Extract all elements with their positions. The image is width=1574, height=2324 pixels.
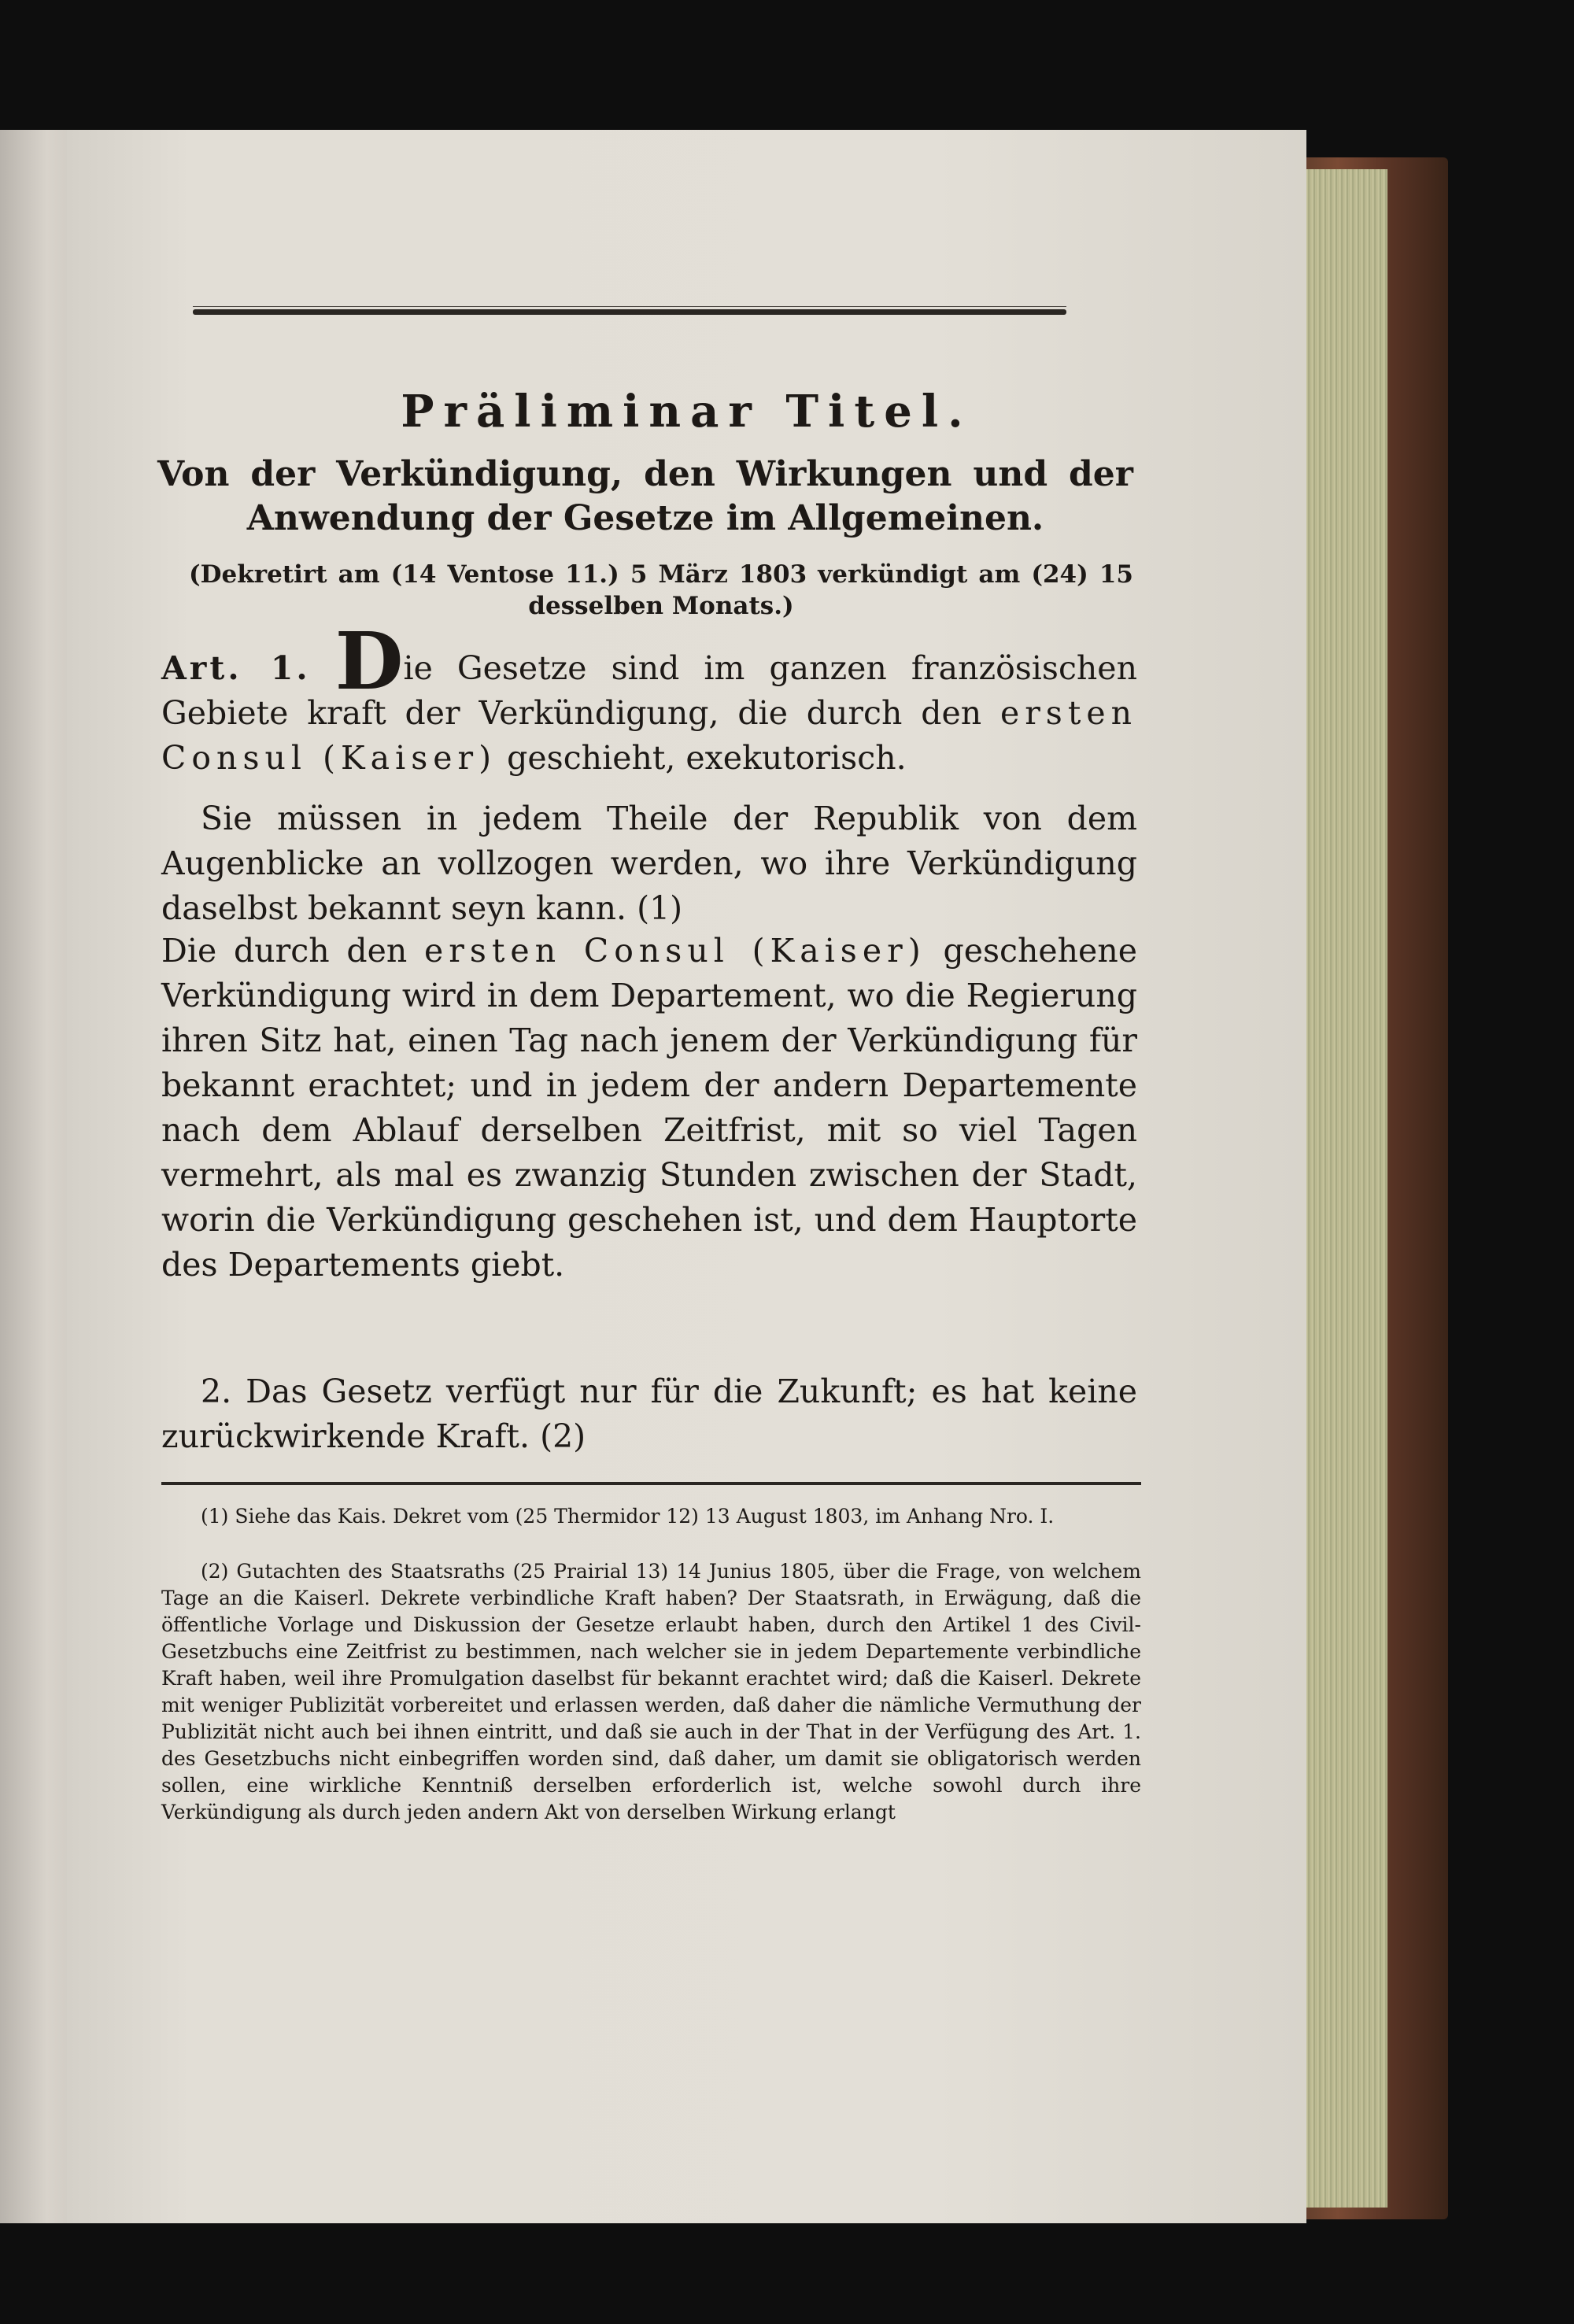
- article-1-text-a: ie Gesetze sind im ganzen französischen Gebiete kraft der Verkündigung, die durch den: [161, 649, 1137, 732]
- header-rule: [193, 309, 1066, 315]
- drop-cap: D: [334, 615, 404, 708]
- article-label: Art. 1.: [161, 649, 311, 687]
- footnote-rule: [161, 1482, 1141, 1485]
- book-page: [67, 130, 1306, 2223]
- article-1-spaced-text: ersten Consul (Kaiser): [161, 694, 1137, 777]
- page-title: Präliminar Titel.: [401, 386, 973, 438]
- article-1-text-b: geschieht, exekutorisch.: [497, 739, 907, 777]
- article-1-paragraph-3: [161, 929, 1137, 1288]
- article-2-paragraph: 2. Das Gesetz verfügt nur für die Zukunft; es hat keine zurückwirkende Kraft. (2): [161, 1373, 1137, 1455]
- article-1-p3-text-b: geschehene Verkündigung wird in dem Departement, wo die Regierung ihren Sitz hat, einen Tag nach jenem der Verkündigung für bekannt erachtet; und in jedem der andern Departemente nach dem Ablauf derselben Zeitfrist, mit so viel Tagen vermehrt, als mal es zwanzig Stunden zwischen der Stadt, worin die Verkündigung geschehen ist, und dem Hauptorte des Departements giebt.: [161, 932, 1137, 1284]
- page-stack-edge: [1302, 169, 1387, 2208]
- article-1-paragraph-2: Sie müssen in jedem Theile der Republik von dem Augenblicke an vollzogen werden, wo ihre Verkündigung daselbst bekannt seyn kann. (1): [161, 800, 1137, 927]
- article-1-p3-text-a: Die durch den: [161, 932, 425, 970]
- article-1-paragraph-1: [161, 615, 1137, 781]
- decree-note: (Dekretirt am (14 Ventose 11.) 5 März 1803 verkündigt am (24) 15 desselben Monats.): [189, 560, 1133, 620]
- article-1-p3-spaced: ersten Consul (Kaiser): [424, 932, 926, 970]
- footnote-1: (1) Siehe das Kais. Dekret vom (25 Thermidor 12) 13 August 1803, im Anhang Nro. I.: [201, 1505, 1055, 1528]
- footnote-2: (2) Gutachten des Staatsraths (25 Prairial 13) 14 Junius 1805, über die Frage, von welchem Tage an die Kaiserl. Dekrete verbindliche Kraft haben? Der Staatsrath, in Erwägung, daß die öffentliche Vorlage und Diskussion der Gesetze erlaubt haben, durch den Artikel 1 des Civil-Gesetzbuchs eine Zeitfrist zu bestimmen, nach welcher sie in jedem Departemente verbindliche Kraft haben, weil ihre Promulgation daselbst für bekannt erachtet wird; daß die Kaiserl. Dekrete mit weniger Publizität vorbereitet und erlassen werden, daß daher die nämliche Vermuthung der Publizität nicht auch bei ihnen eintritt, und daß sie auch in der That in der Verfügung des Art. 1. des Gesetzbuchs nicht einbegriffen worden sind, daß daher, um damit sie obligatorisch werden sollen, eine wirkliche Kenntniß derselben erforderlich ist, welche sowohl durch ihre Verkündigung als durch jeden andern Akt von derselben Wirkung erlangt: [161, 1560, 1141, 1823]
- section-subtitle: Von der Verkündigung, den Wirkungen und der Anwendung der Gesetze im Allgemeinen.: [157, 454, 1133, 538]
